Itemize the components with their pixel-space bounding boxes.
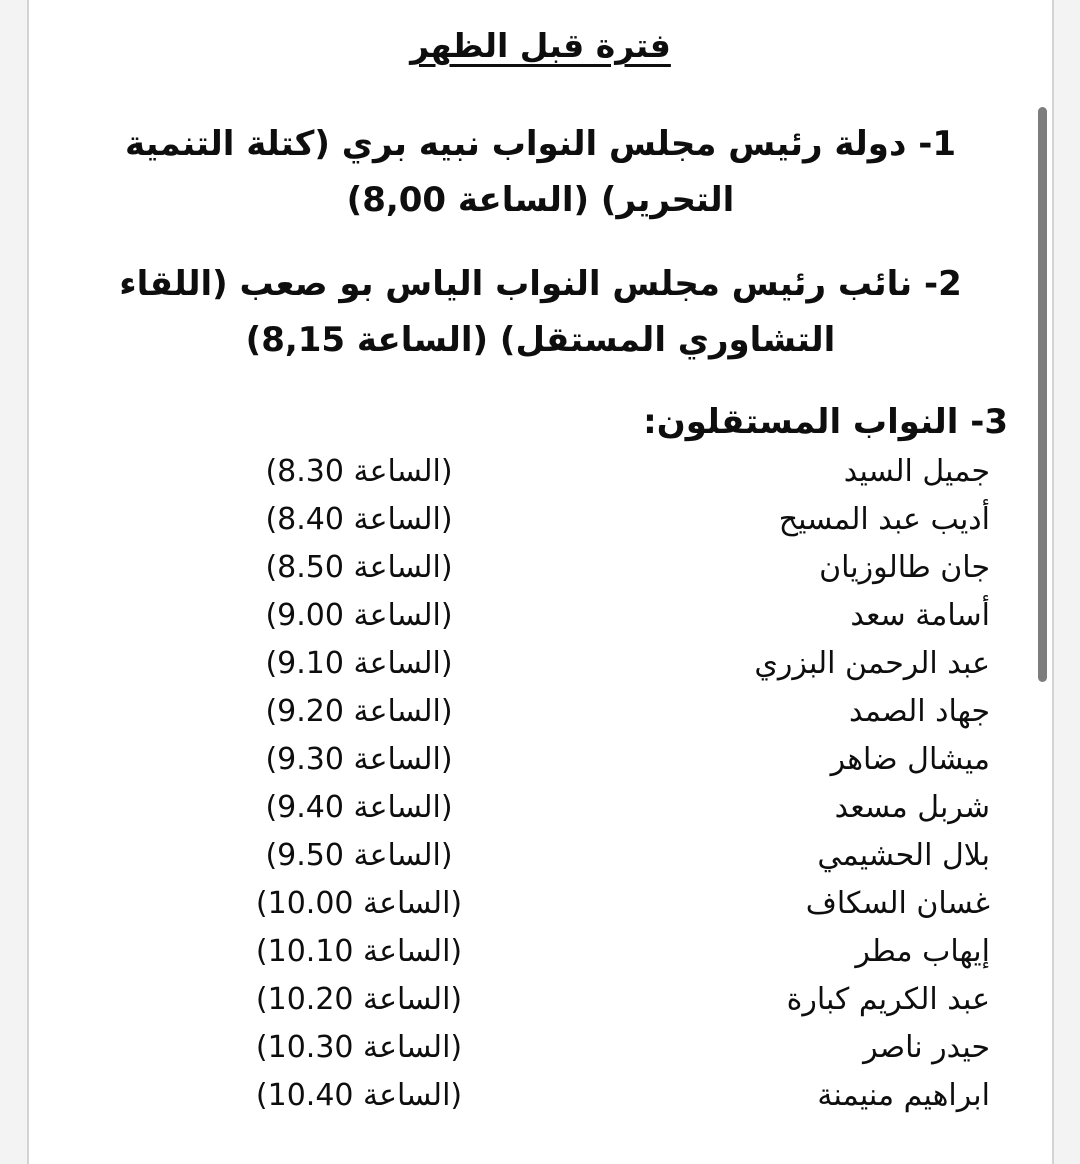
deputy-name: أسامة سعد — [850, 598, 990, 633]
agenda-item-line: التحرير) (الساعة 8,00) — [346, 180, 735, 220]
deputy-name: شربل مسعد — [834, 790, 990, 825]
deputy-name: ميشال ضاهر — [830, 742, 990, 777]
schedule-row — [184, 592, 990, 640]
schedule-row — [184, 448, 990, 496]
deputy-name: عبد الكريم كبارة — [786, 982, 990, 1017]
document-title-row — [29, 20, 1052, 78]
schedule-row — [184, 976, 990, 1024]
schedule-row — [184, 736, 990, 784]
deputy-name: بلال الحشيمي — [817, 838, 990, 873]
deputy-name: أديب عبد المسيح — [778, 502, 990, 537]
appointment-time: (الساعة 10.30) — [255, 1030, 463, 1065]
deputy-name: جهاد الصمد — [849, 694, 990, 729]
agenda-item-speaker — [29, 116, 1052, 228]
appointment-time: (الساعة 9.20) — [265, 694, 453, 729]
appointment-time: (الساعة 9.00) — [265, 598, 453, 633]
appointment-time: (الساعة 10.20) — [255, 982, 463, 1017]
appointment-time: (الساعة 9.30) — [265, 742, 453, 777]
appointment-time: (الساعة 8.30) — [265, 454, 453, 489]
schedule-list — [29, 448, 1052, 1120]
scrollbar-thumb[interactable] — [1038, 107, 1047, 682]
deputy-name: جميل السيد — [843, 454, 990, 489]
schedule-row — [184, 880, 990, 928]
page-title: فترة قبل الظهر — [410, 26, 671, 65]
schedule-row — [184, 496, 990, 544]
appointment-time: (الساعة 10.00) — [255, 886, 463, 921]
agenda-item-line: 1- دولة رئيس مجلس النواب نبيه بري (كتلة التنمية — [124, 124, 957, 164]
schedule-row — [184, 640, 990, 688]
schedule-row — [184, 784, 990, 832]
deputy-name: عبد الرحمن البزري — [754, 646, 990, 681]
appointment-time: (الساعة 8.40) — [265, 502, 453, 537]
section-heading-independents: 3- النواب المستقلون: — [643, 402, 1008, 442]
schedule-row — [184, 544, 990, 592]
schedule-row — [184, 688, 990, 736]
deputy-name: جان طالوزيان — [819, 550, 990, 585]
schedule-row — [184, 1072, 990, 1120]
deputy-name: إيهاب مطر — [855, 934, 990, 969]
agenda-item-deputy-speaker — [29, 256, 1052, 368]
agenda-item-line: التشاوري المستقل) (الساعة 8,15) — [245, 320, 836, 360]
schedule-row — [184, 928, 990, 976]
deputy-name: غسان السكاف — [805, 886, 990, 921]
appointment-time: (الساعة 8.50) — [265, 550, 453, 585]
appointment-time: (الساعة 9.10) — [265, 646, 453, 681]
schedule-row — [184, 832, 990, 880]
deputy-name: حيدر ناصر — [863, 1030, 990, 1065]
appointment-time: (الساعة 9.40) — [265, 790, 453, 825]
deputy-name: ابراهيم منيمنة — [817, 1078, 990, 1113]
document-page — [27, 0, 1054, 1164]
appointment-time: (الساعة 10.10) — [255, 934, 463, 969]
appointment-time: (الساعة 9.50) — [265, 838, 453, 873]
agenda-item-line: 2- نائب رئيس مجلس النواب الياس بو صعب (اللقاء — [119, 264, 962, 304]
schedule-row — [184, 1024, 990, 1072]
appointment-time: (الساعة 10.40) — [255, 1078, 463, 1113]
